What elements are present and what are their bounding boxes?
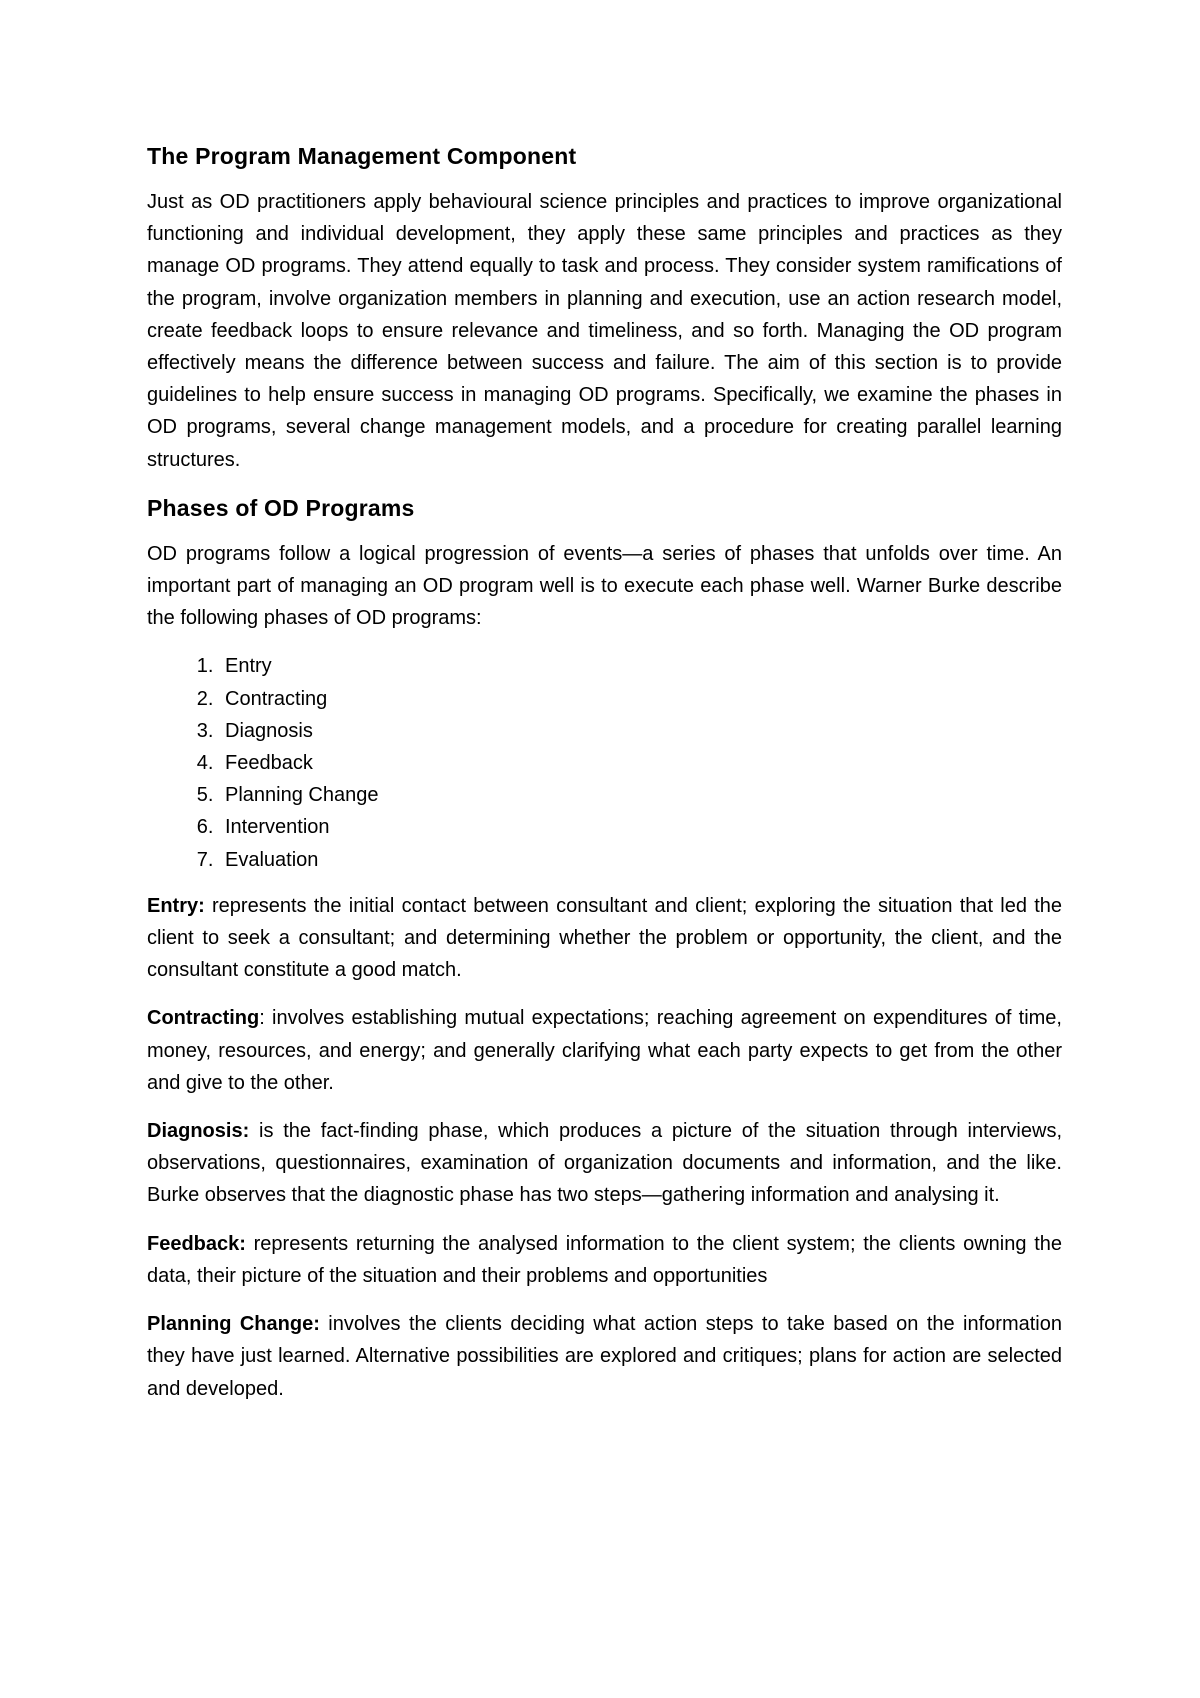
- intro-paragraph: Just as OD practitioners apply behavioural science principles and practices to improve organizational functioning and individual development, they apply these same principles and practices as they manage OD programs. They attend equally to task and process. They consider system ramifications of the program, involve organization members in planning and execution, use an action research model, create feedback loops to ensure relevance and timeliness, and so forth. Managing the OD program effectively means the difference between success and failure. The aim of this section is to provide guidelines to help ensure success in managing OD programs. Specifically, we examine the phases in OD programs, several change management models, and a procedure for creating parallel learning structures.: [147, 191, 1062, 471]
- list-item: 7. Evaluation: [219, 844, 1062, 876]
- phases-list: [147, 650, 1062, 875]
- list-item: 2. Contracting: [219, 683, 1062, 715]
- main-heading: The Program Management Component: [147, 143, 577, 169]
- list-item: 5. Planning Change: [219, 779, 1062, 811]
- definition-feedback: [147, 1228, 1062, 1292]
- definition-planning-change: [147, 1308, 1062, 1405]
- definition-term: Planning Change:: [147, 1313, 320, 1336]
- definition-diagnosis: [147, 1115, 1062, 1212]
- definition-text: is the fact-finding phase, which produces a picture of the situation through interviews, observations, questionnaires, examination of organization documents and information, and the like. Burke observes that the diagnostic phase has two steps—gathering information and analysing it.: [147, 1120, 1062, 1207]
- definition-entry: [147, 890, 1062, 987]
- definition-term: Diagnosis:: [147, 1120, 250, 1143]
- list-item: 1. Entry: [219, 650, 1062, 682]
- definition-term: Entry:: [147, 894, 205, 917]
- definition-text: represents the initial contact between consultant and client; exploring the situation that led the client to seek a consultant; and determining whether the problem or opportunity, the client, and the consultant constitute a good match.: [147, 894, 1062, 982]
- definition-term: Contracting: [147, 1007, 260, 1030]
- phases-heading: Phases of OD Programs: [147, 494, 415, 521]
- list-item: 4. Feedback: [219, 747, 1062, 779]
- definition-term: Feedback:: [147, 1232, 246, 1255]
- list-item: 3. Diagnosis: [219, 715, 1062, 747]
- phases-intro-paragraph: OD programs follow a logical progression of events—a series of phases that unfolds over time. An important part of managing an OD program well is to execute each phase well. Warner Burke describe the following phases of OD programs:: [147, 542, 1062, 630]
- definition-text: involves the clients deciding what action steps to take based on the information they have just learned. Alternative possibilities are explored and critiques; plans for action are selected and developed.: [147, 1313, 1062, 1400]
- list-item: 6. Intervention: [219, 811, 1062, 843]
- definition-text: represents returning the analysed information to the client system; the clients owning the data, their picture of the situation and their problems and opportunities: [147, 1232, 1062, 1287]
- definition-text: : involves establishing mutual expectations; reaching agreement on expenditures of time, money, resources, and energy; and generally clarifying what each party expects to get from the other and give to the other.: [147, 1007, 1062, 1094]
- definition-contracting: [147, 1002, 1062, 1099]
- document-page: [147, 140, 1062, 1421]
